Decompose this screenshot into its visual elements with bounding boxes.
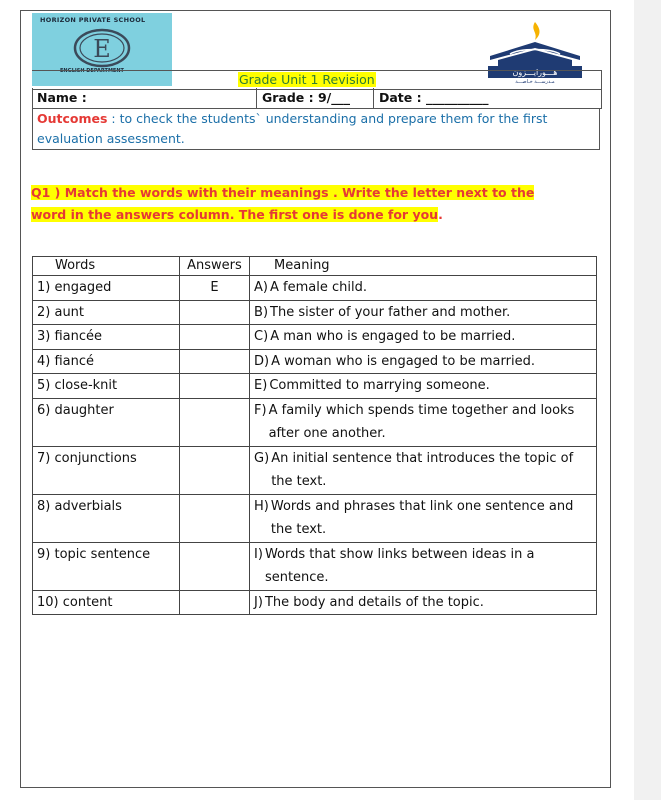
meaning-cell [250,494,597,542]
question-1-text: Q1 ) Match the words with their meanings . Write the letter next to the word in the answers column. The first one is done for you [31,185,535,222]
meaning-letter: I) [254,546,263,562]
student-info-row [32,88,602,109]
meaning-letter: B) [254,304,269,320]
word-cell: 6) daughter [33,398,180,446]
date-field[interactable]: Date : __________ [379,90,489,105]
table-row [33,542,597,590]
meaning-letter: G) [254,450,270,466]
table-row [33,398,597,446]
answer-cell[interactable] [179,494,249,542]
school-name: HORIZON PRIVATE SCHOOL [40,16,146,24]
header-meaning: Meaning [250,257,597,276]
answer-cell[interactable]: E [179,276,249,301]
answer-cell[interactable] [179,542,249,590]
header-answers: Answers [179,257,249,276]
worksheet-title: Grade Unit 1 Revision [239,72,375,87]
meaning-letter: H) [254,498,269,514]
table-header-row [33,257,597,276]
meaning-letter: D) [254,353,270,369]
meaning-cell [250,446,597,494]
word-cell: 9) topic sentence [33,542,180,590]
logo-arabic-subtext: مـدرســـة خـاصـــة [515,79,555,84]
answer-cell[interactable] [179,590,249,615]
emblem-letter: E [93,35,111,63]
grade-field[interactable]: Grade : 9/___ [262,90,351,105]
meaning-text: The body and details of the topic. [264,594,484,610]
answer-cell[interactable] [179,446,249,494]
answer-cell[interactable] [179,325,249,350]
word-cell: 3) fiancée [33,325,180,350]
meaning-letter: F) [254,402,267,418]
answer-cell[interactable] [179,398,249,446]
header-info [32,70,601,150]
meaning-cell [250,349,597,374]
meaning-letter: A) [254,280,268,295]
meaning-cell [250,325,597,350]
answer-cell[interactable] [179,300,249,325]
header-words: Words [33,257,180,276]
title-row [32,70,602,90]
meaning-text: Committed to marrying someone. [269,378,490,393]
table-row [33,300,597,325]
emblem-icon [72,28,132,72]
meaning-text: Words and phrases that link one sentence and the text. [270,498,574,537]
matching-table [32,256,597,615]
word-cell: 8) adverbials [33,494,180,542]
logo-arabic-text: هـــورايـــزون [512,68,558,77]
word-cell: 5) close-knit [33,374,180,399]
meaning-cell [250,542,597,590]
answer-cell[interactable] [179,374,249,399]
meaning-letter: J) [254,594,263,610]
department-name: ENGLISH DEPARTMENT [60,68,124,74]
word-cell: 2) aunt [33,300,180,325]
table-row [33,374,597,399]
table-row [33,590,597,615]
name-field[interactable]: Name : [37,90,87,105]
answer-cell[interactable] [179,349,249,374]
question-1 [31,182,571,226]
meaning-text: A family which spends time together and looks after one another. [268,402,575,441]
meaning-letter: C) [254,329,269,344]
outcomes-box [32,108,600,150]
word-cell: 10) content [33,590,180,615]
word-cell: 7) conjunctions [33,446,180,494]
table-row [33,349,597,374]
meaning-cell [250,398,597,446]
meaning-text: A man who is engaged to be married. [270,329,516,344]
outcomes-label: Outcomes [37,111,108,126]
meaning-text: The sister of your father and mother. [270,304,511,320]
meaning-cell [250,374,597,399]
table-row [33,325,597,350]
table-row [33,494,597,542]
meaning-text: A woman who is engaged to be married. [271,353,535,369]
meaning-letter: E) [254,378,268,393]
outcomes-text: : to check the students` understanding and prepare them for the first evaluation assessment. [37,111,548,146]
meaning-cell [250,276,597,301]
meaning-text: A female child. [270,280,367,295]
table-row [33,446,597,494]
word-cell: 4) fiancé [33,349,180,374]
question-1-period: . [438,207,443,222]
word-cell: 1) engaged [33,276,180,301]
meaning-text: An initial sentence that introduces the topic of the text. [271,450,574,489]
meaning-cell [250,590,597,615]
meaning-text: Words that show links between ideas in a sentence. [264,546,535,585]
meaning-cell [250,300,597,325]
table-row [33,276,597,301]
